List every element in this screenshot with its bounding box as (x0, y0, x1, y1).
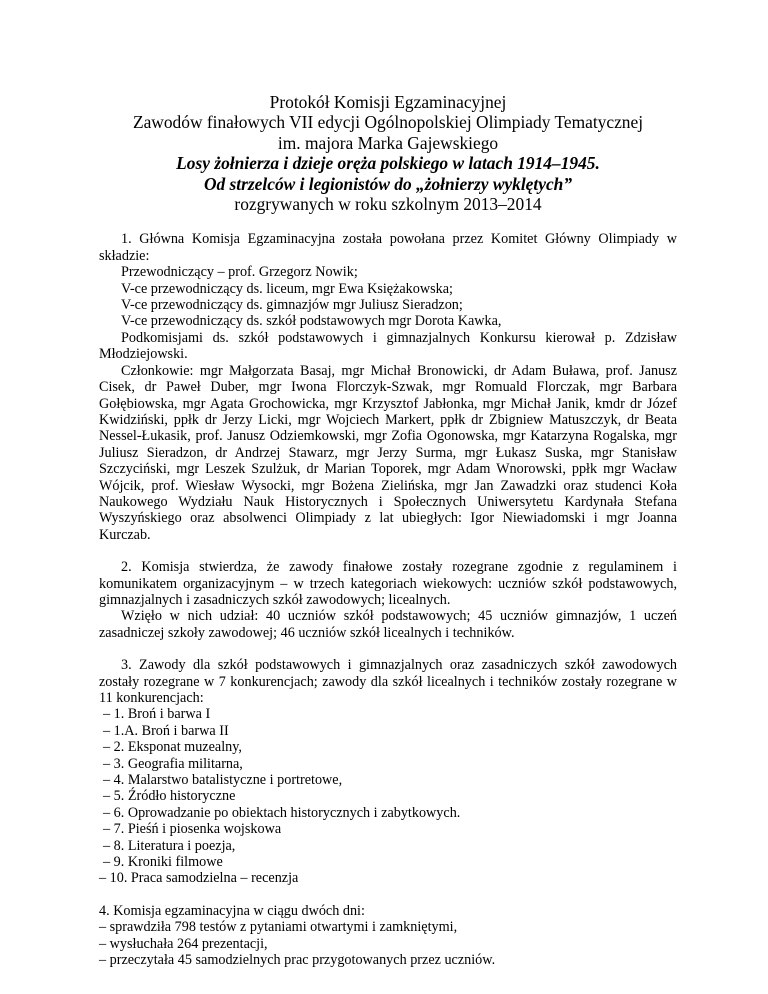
title-line-2: Zawodów finałowych VII edycji Ogólnopolskiej Olimpiady Tematycznej (132, 112, 644, 133)
document-page (99, 92, 677, 969)
committee-line: Przewodniczący – prof. Grzegorz Nowik; (121, 264, 358, 281)
list-item: – 4. Malarstwo batalistyczne i portretowe, (103, 772, 343, 789)
activities-list (99, 919, 677, 968)
committee-line: V-ce przewodniczący ds. gimnazjów mgr Juliusz Sieradzon; (121, 297, 463, 314)
list-item: – 2. Eksponat muzealny, (103, 739, 242, 756)
list-item: – 9. Kroniki filmowe (103, 854, 223, 871)
members-paragraph: Członkowie: mgr Małgorzata Basaj, mgr Michał Bronowicki, dr Adam Buława, prof. Janusz Cisek, dr Paweł Duber, mgr Iwona Florczyk-Szwak, mgr Romuald Florczak, mgr Barbara Gołębiowska, mgr Agata Grochowicka, mgr Krzysztof Jabłonka, mgr Michał Janik, kmdr dr Józef Kwidziński, ppłk dr Jerzy Licki, mgr Wojciech Markert, ppłk dr Zbigniew Matuszczyk, dr Beata Nessel-Łukasik, prof. Janusz Odziemkowski, mgr Zofia Ogonowska, mgr Katarzyna Rogalska, mgr Juliusz Sieradzon, dr Andrzej Stawarz, mgr Jerzy Surma, mgr Łukasz Suska, mgr Stanisław Szczyciński, mgr Leszek Szulżuk, dr Marian Toporek, mgr Adam Wnorowski, ppłk mgr Wacław Wójcik, prof. Wiesław Wysocki, mgr Bożena Zielińska, mgr Jan Zawadzki oraz studenci Koła Naukowego Wydziału Nauk Historycznych i Społecznych Uniwersytetu Kardynała Stefana Wyszyńskiego oraz absolwenci Olimpiady z lat ubiegłych: Igor Niewiadomski i mgr Joanna Kurczab. (99, 362, 677, 543)
list-item: – przeczytała 45 samodzielnych prac przygotowanych przez uczniów. (99, 952, 496, 969)
document-body (99, 231, 677, 968)
document-title (99, 92, 677, 214)
title-line-1: Protokół Komisji Egzaminacyjnej (269, 92, 507, 112)
competitions-list (99, 706, 677, 886)
list-item: – 7. Pieśń i piosenka wojskowa (103, 821, 282, 838)
committee-line: V-ce przewodniczący ds. liceum, mgr Ewa Księżakowska; (121, 280, 453, 297)
title-line-6: rozgrywanych w roku szkolnym 2013–2014 (234, 194, 542, 215)
section-1-intro: 1. Główna Komisja Egzaminacyjna została powołana przez Komitet Główny Olimpiady w składzie: (99, 231, 677, 264)
section-2-paragraph: 2. Komisja stwierdza, że zawody finałowe zostały rozegrane zgodnie z regulaminem i komunikatem organizacyjnym – w trzech kategoriach wiekowych: uczniów szkół podstawowych, gimnazjalnych i zasadniczych szkół zawodowych; licealnych. (99, 559, 677, 608)
list-item: – 8. Literatura i poezja, (103, 837, 236, 854)
subcommissions-paragraph: Podkomisjami ds. szkół podstawowych i gimnazjalnych Konkursu kierował p. Zdzisław Młodziejowski. (99, 329, 677, 363)
committee-line: V-ce przewodniczący ds. szkół podstawowych mgr Dorota Kawka, (121, 313, 502, 330)
list-item: – 6. Oprowadzanie po obiektach historycznych i zabytkowych. (103, 804, 461, 821)
list-item: – sprawdziła 798 testów z pytaniami otwartymi i zamkniętymi, (99, 919, 458, 936)
title-line-5: Od strzelców i legionistów do „żołnierzy wyklętych” (203, 173, 573, 194)
section-4-intro: 4. Komisja egzaminacyjna w ciągu dwóch dni: (99, 902, 365, 919)
list-item: – 3. Geografia militarna, (103, 755, 243, 772)
list-item: – 1. Broń i barwa I (103, 706, 211, 723)
section-3-intro: 3. Zawody dla szkół podstawowych i gimnazjalnych oraz zasadniczych szkół zawodowych zostały rozegrane w 7 konkurencjach; zawody dla szkół licealnych i techników zostały rozegrane w 11 konkurencjach: (99, 657, 677, 706)
section-2-participants: Wzięło w nich udział: 40 uczniów szkół podstawowych; 45 uczniów gimnazjów, 1 uczeń zasadniczej szkoły zawodowej; 46 uczniów szkół licealnych i techników. (99, 608, 677, 641)
list-item: – wysłuchała 264 prezentacji, (99, 935, 268, 952)
list-item: – 5. Źródło historyczne (103, 788, 236, 805)
title-line-4: Losy żołnierza i dzieje oręża polskiego w latach 1914–1945. (176, 153, 600, 174)
list-item: – 10. Praca samodzielna – recenzja (99, 870, 299, 887)
list-item: – 1.A. Broń i barwa II (103, 722, 229, 739)
title-line-3: im. majora Marka Gajewskiego (277, 132, 499, 153)
